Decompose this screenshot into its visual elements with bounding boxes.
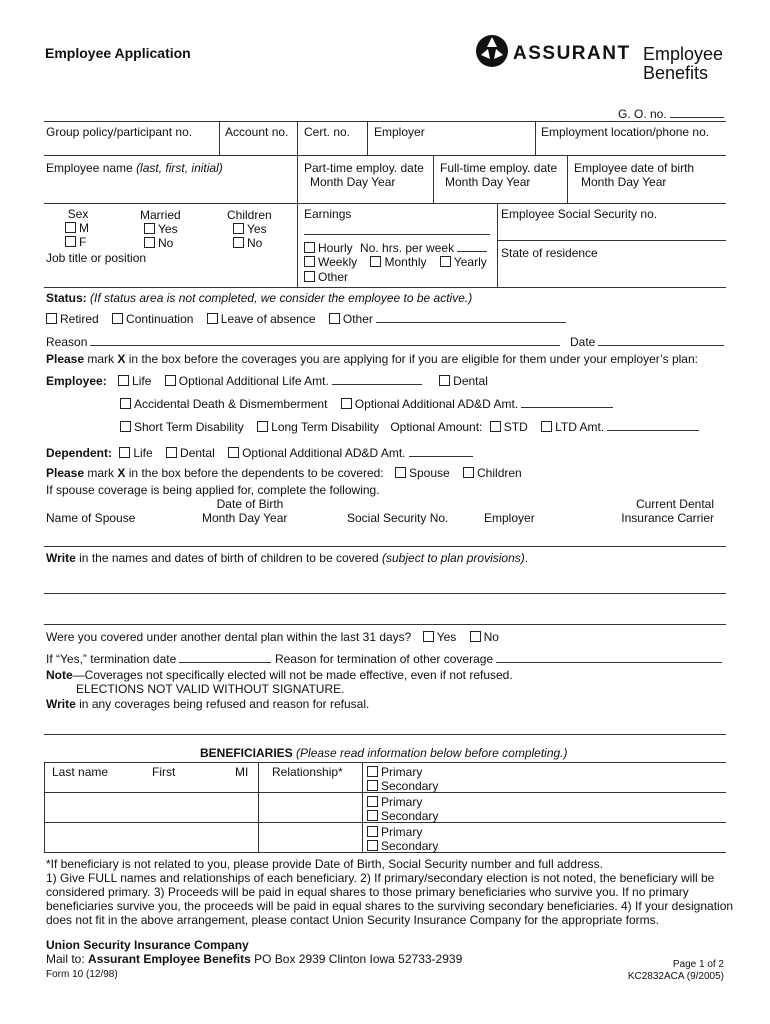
- pay-frequency-group: [304, 255, 487, 269]
- other-pay-checkbox[interactable]: Other: [304, 270, 348, 284]
- beneficiary-footnote-4: beneficiaries survive you, the proceeds will be paid in equal shares to the surviving secondary beneficiaries. 4) If your designation: [46, 899, 734, 913]
- dental-no-checkbox[interactable]: No: [470, 630, 499, 644]
- state-field[interactable]: State of residence: [501, 246, 598, 260]
- children-group: [227, 208, 272, 250]
- sex-f-checkbox[interactable]: F: [58, 235, 98, 249]
- assurant-logo-icon: [475, 33, 509, 72]
- beneficiary-footnote-2: 1) Give FULL names and relationships of each beneficiary. 2) If primary/secondary election is not noted, the beneficiary will be: [46, 871, 715, 885]
- status-options: [46, 311, 566, 326]
- go-no-label: G. O. no.: [618, 107, 667, 121]
- full-time-mdy: Month Day Year: [445, 175, 531, 189]
- part-time-date-field[interactable]: [304, 161, 424, 189]
- beneficiary-2-primary-checkbox[interactable]: Primary: [367, 795, 438, 809]
- form-number: Form 10 (12/98): [46, 969, 118, 980]
- continuation-checkbox[interactable]: Continuation: [112, 312, 193, 326]
- form-code: KC2832ACA (9/2005): [627, 971, 724, 982]
- coverage-note: Note—Coverages not specifically elected will not be made effective, even if not refused.: [46, 668, 513, 682]
- dental-yes-checkbox[interactable]: Yes: [423, 630, 457, 644]
- employee-coverage-row: [46, 373, 488, 388]
- life-checkbox[interactable]: Life: [118, 374, 151, 388]
- children-checkbox[interactable]: Children: [463, 466, 522, 480]
- employee-name-label: Employee name: [46, 161, 133, 175]
- married-yes-checkbox[interactable]: Yes: [140, 222, 181, 236]
- dob-label: Date of Birth: [216, 497, 284, 511]
- beneficiary-footnote-3: considered primary. 3) Proceeds will be paid in equal shares to those primary beneficiaries who survive you. If no primary: [46, 885, 689, 899]
- sex-label: Sex: [67, 207, 89, 221]
- yearly-checkbox[interactable]: Yearly: [440, 255, 487, 269]
- termination-reason-field[interactable]: Reason for termination of other coverage: [275, 651, 722, 666]
- coverage-instruction: Please mark X in the box before the coverages you are applying for if you are eligible for them under your employer’s plan:: [46, 352, 698, 366]
- part-time-mdy: Month Day Year: [310, 175, 396, 189]
- married-group: [140, 208, 181, 250]
- refusal-instruction: Write in any coverages being refused and reason for refusal.: [46, 697, 370, 711]
- page-title: Employee Application: [45, 45, 191, 61]
- optional-add-checkbox[interactable]: Optional Additional AD&D Amt.: [341, 397, 613, 411]
- logo-suffix-employee: Employee: [643, 44, 724, 64]
- disability-row: [120, 419, 699, 434]
- spouse-employer-label: Employer: [484, 511, 535, 525]
- current-dental-label: Current Dental: [635, 497, 714, 511]
- monthly-checkbox[interactable]: Monthly: [370, 255, 426, 269]
- children-entry-line-2[interactable]: [44, 624, 726, 625]
- beneficiary-row-1-type: [367, 765, 438, 793]
- optional-amount-label: Optional Amount:: [390, 420, 483, 434]
- children-no-checkbox[interactable]: No: [227, 236, 272, 250]
- mail-to-line: Mail to: Assurant Employee Benefits PO Box 2939 Clinton Iowa 52733-2939: [46, 952, 463, 966]
- beneficiary-footnote-1: *If beneficiary is not related to you, please provide Date of Birth, Social Security number and full address.: [46, 857, 603, 871]
- beneficiary-3-secondary-checkbox[interactable]: Secondary: [367, 839, 438, 853]
- ltd-full-checkbox[interactable]: Long Term Disability: [257, 420, 379, 434]
- dependent-coverage-row: [46, 445, 473, 460]
- full-time-date-field[interactable]: [440, 161, 557, 189]
- optional-life-checkbox[interactable]: Optional Additional Life Amt.: [165, 374, 422, 388]
- beneficiary-1-secondary-checkbox[interactable]: Secondary: [367, 779, 438, 793]
- std-checkbox[interactable]: STD: [490, 420, 528, 434]
- spouse-ssn-label: Social Security No.: [347, 511, 449, 525]
- weekly-checkbox[interactable]: Weekly: [304, 255, 357, 269]
- children-instruction: Write in the names and dates of birth of children to be covered (subject to plan provisions).: [46, 551, 529, 565]
- dependent-label: Dependent:: [46, 446, 112, 460]
- add-checkbox[interactable]: Accidental Death & Dismemberment: [120, 397, 327, 411]
- employee-name-field[interactable]: [46, 161, 223, 175]
- birth-date-field[interactable]: [574, 161, 694, 189]
- dep-dental-checkbox[interactable]: Dental: [166, 446, 215, 460]
- hrs-per-week-label: No. hrs. per week: [360, 241, 455, 255]
- spouse-mdy-label: Month Day Year: [202, 511, 288, 525]
- beneficiary-3-primary-checkbox[interactable]: Primary: [367, 825, 438, 839]
- reason-field[interactable]: Reason: [46, 334, 560, 349]
- employee-name-hint: (last, first, initial): [136, 161, 223, 175]
- spouse-entry-line[interactable]: [44, 546, 726, 547]
- dental-history-question: Were you covered under another dental plan within the last 31 days? Yes No: [46, 630, 499, 644]
- name-of-spouse-label: Name of Spouse: [46, 511, 136, 525]
- status-date-field[interactable]: Date: [570, 334, 724, 349]
- go-no-field[interactable]: [618, 106, 724, 121]
- spouse-checkbox[interactable]: Spouse: [395, 466, 450, 480]
- beneficiary-footnote-5: does not fit in the above arrangement, please contact Union Security Insurance Company for the appropriate forms.: [46, 913, 660, 927]
- beneficiary-header-relationship: Relationship*: [272, 765, 343, 779]
- status-heading: Status: (If status area is not completed, we consider the employee to be active.): [46, 291, 473, 305]
- full-time-label: Full-time employ. date: [440, 161, 558, 175]
- ssn-field[interactable]: Employee Social Security no.: [501, 207, 658, 221]
- refusal-entry-line[interactable]: [44, 734, 726, 735]
- earnings-field[interactable]: Earnings: [304, 207, 352, 221]
- beneficiary-row-2-type: [367, 795, 438, 823]
- part-time-label: Part-time employ. date: [304, 161, 424, 175]
- insurance-carrier-label: Insurance Carrier: [621, 511, 714, 525]
- beneficiary-2-secondary-checkbox[interactable]: Secondary: [367, 809, 438, 823]
- beneficiary-1-primary-checkbox[interactable]: Primary: [367, 765, 438, 779]
- termination-date-field[interactable]: If “Yes,” termination date: [46, 651, 271, 666]
- beneficiary-row-3-type: [367, 825, 438, 853]
- logo-name: ASSURANT: [513, 43, 631, 64]
- dep-optional-add-checkbox[interactable]: Optional Additional AD&D Amt.: [228, 446, 472, 460]
- dental-checkbox[interactable]: Dental: [439, 374, 488, 388]
- married-label: Married: [140, 208, 181, 222]
- beneficiary-header-last: Last name: [52, 765, 109, 779]
- company-name: Union Security Insurance Company: [46, 938, 249, 952]
- dependents-instruction: Please mark X in the box before the dependents to be covered: Spouse Children: [46, 466, 522, 480]
- account-no-field[interactable]: Account no.: [225, 125, 289, 139]
- elections-note: ELECTIONS NOT VALID WITHOUT SIGNATURE.: [76, 682, 345, 696]
- beneficiary-header-mi: MI: [235, 765, 249, 779]
- retired-checkbox[interactable]: Retired: [46, 312, 99, 326]
- hourly-checkbox[interactable]: Hourly No. hrs. per week: [304, 240, 487, 255]
- birth-date-label: Employee date of birth: [574, 161, 695, 175]
- children-yes-checkbox[interactable]: Yes: [227, 222, 272, 236]
- logo-suffix-benefits: Benefits: [643, 63, 709, 83]
- employer-field[interactable]: Employer: [374, 125, 425, 139]
- job-title-field[interactable]: Job title or position: [46, 251, 147, 265]
- ltd-checkbox[interactable]: LTD Amt.: [541, 420, 699, 434]
- beneficiary-header-first: First: [152, 765, 176, 779]
- children-label: Children: [227, 208, 272, 222]
- add-row: [120, 396, 613, 411]
- page-number: Page 1 of 2: [672, 959, 724, 970]
- employee-label: Employee:: [46, 374, 107, 388]
- children-entry-line-1[interactable]: [44, 593, 726, 594]
- married-no-checkbox[interactable]: No: [140, 236, 181, 250]
- group-policy-field[interactable]: Group policy/participant no.: [46, 125, 193, 139]
- sex-group: [58, 207, 98, 249]
- leave-checkbox[interactable]: Leave of absence: [207, 312, 316, 326]
- cert-no-field[interactable]: Cert. no.: [304, 125, 351, 139]
- birth-date-mdy: Month Day Year: [581, 175, 667, 189]
- beneficiaries-heading: BENEFICIARIES (Please read information below before completing.): [200, 746, 568, 760]
- other-status-checkbox[interactable]: Other: [329, 312, 566, 326]
- spouse-instruction: If spouse coverage is being applied for, complete the following.: [46, 483, 380, 497]
- sex-m-checkbox[interactable]: M: [58, 221, 98, 235]
- std-full-checkbox[interactable]: Short Term Disability: [120, 420, 244, 434]
- employment-location-field[interactable]: Employment location/phone no.: [541, 125, 710, 139]
- dep-life-checkbox[interactable]: Life: [119, 446, 152, 460]
